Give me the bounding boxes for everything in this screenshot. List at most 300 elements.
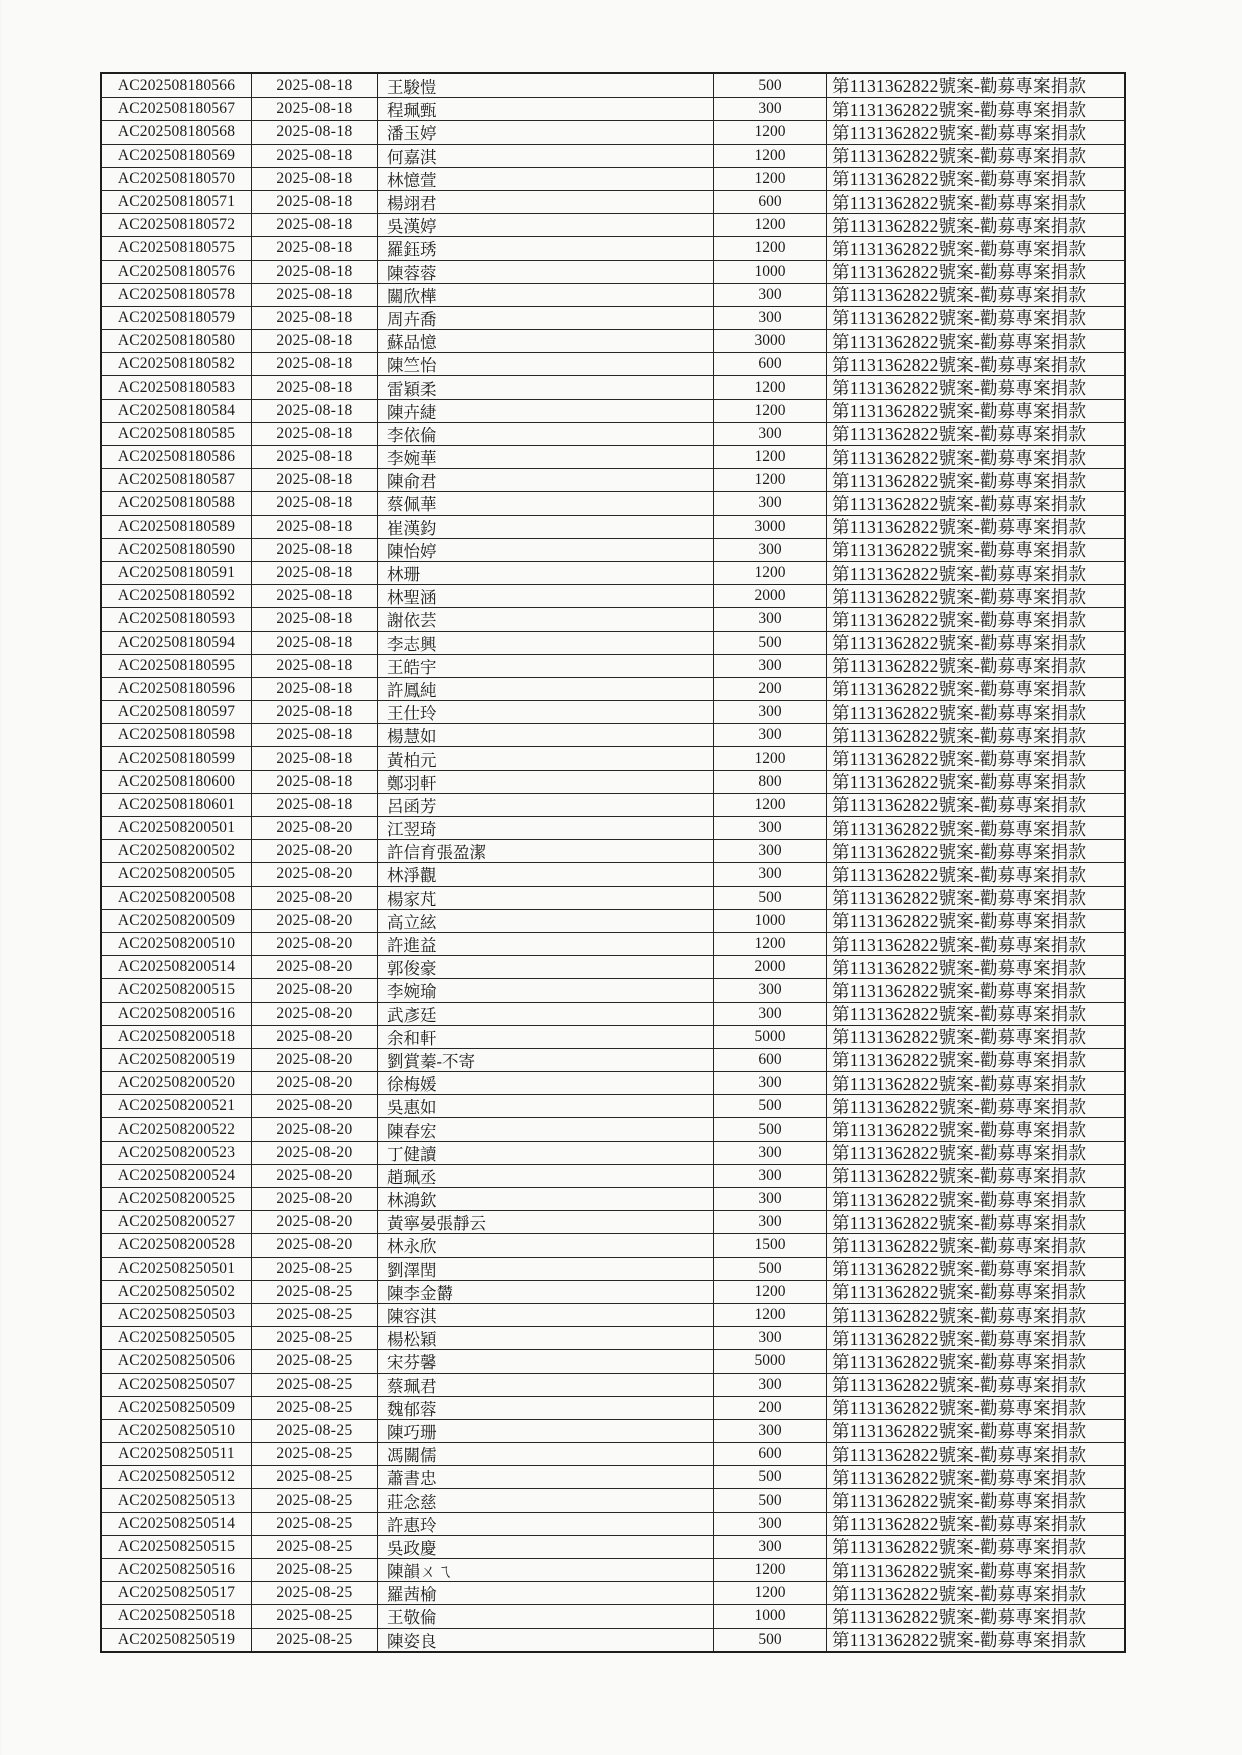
cell-name: 陳姿良 [377, 1629, 713, 1651]
cell-name: 劉賞蓁-不寄 [377, 1049, 713, 1071]
cell-id: AC202508200527 [117, 1213, 236, 1231]
cell-name: 趙珮丞 [377, 1165, 713, 1187]
cell-note: 第1131362822號案-勸募專案捐款 [826, 168, 1124, 190]
cell-name: 蔡珮君 [377, 1374, 713, 1396]
cell-date: 2025-08-18 [251, 98, 377, 120]
cell-id: AC202508200508 [117, 888, 236, 906]
cell-amount: 300 [713, 1420, 826, 1442]
cell-amount: 600 [713, 1049, 826, 1071]
cell-note: 第1131362822號案-勸募專案捐款 [826, 747, 1124, 769]
table-row [102, 1187, 1124, 1210]
cell-id: AC202508180592 [117, 587, 236, 605]
cell-date: 2025-08-18 [251, 237, 377, 259]
cell-name: 許進益 [377, 933, 713, 955]
table-row [102, 1628, 1124, 1651]
cell-date: 2025-08-20 [251, 910, 377, 932]
cell-id: AC202508180588 [117, 494, 236, 512]
cell-name: 武彥廷 [377, 1003, 713, 1025]
table-row [102, 399, 1124, 422]
cell-name: 林鴻欽 [377, 1188, 713, 1210]
cell-id: AC202508180571 [117, 193, 236, 211]
cell-amount: 300 [713, 423, 826, 445]
cell-date: 2025-08-20 [251, 1026, 377, 1048]
cell-date: 2025-08-18 [251, 678, 377, 700]
cell-note: 第1131362822號案-勸募專案捐款 [826, 608, 1124, 630]
cell-name: 李志興 [377, 632, 713, 654]
cell-name: 許鳳純 [377, 678, 713, 700]
cell-id: AC202508250515 [117, 1537, 236, 1555]
cell-amount: 300 [713, 539, 826, 561]
cell-id: AC202508180584 [117, 401, 236, 419]
cell-name: 蕭書忠 [377, 1466, 713, 1488]
cell-amount: 500 [713, 1258, 826, 1280]
cell-amount: 600 [713, 191, 826, 213]
cell-amount: 200 [713, 678, 826, 700]
cell-note: 第1131362822號案-勸募專案捐款 [826, 956, 1124, 978]
cell-date: 2025-08-25 [251, 1582, 377, 1604]
cell-id: AC202508180590 [117, 540, 236, 558]
table-row [102, 144, 1124, 167]
cell-date: 2025-08-18 [251, 330, 377, 352]
cell-note: 第1131362822號案-勸募專案捐款 [826, 284, 1124, 306]
cell-note: 第1131362822號案-勸募專案捐款 [826, 1605, 1124, 1627]
cell-date: 2025-08-18 [251, 469, 377, 491]
cell-id: AC202508180601 [117, 795, 236, 813]
cell-amount: 1500 [713, 1234, 826, 1256]
cell-note: 第1131362822號案-勸募專案捐款 [826, 1629, 1124, 1651]
cell-name: 郭俊豪 [377, 956, 713, 978]
cell-date: 2025-08-25 [251, 1327, 377, 1349]
cell-note: 第1131362822號案-勸募專案捐款 [826, 191, 1124, 213]
cell-name: 崔漢鈞 [377, 516, 713, 538]
cell-date: 2025-08-20 [251, 840, 377, 862]
cell-note: 第1131362822號案-勸募專案捐款 [826, 376, 1124, 398]
table-row [102, 1349, 1124, 1372]
cell-id: AC202508250517 [117, 1584, 236, 1602]
cell-date: 2025-08-18 [251, 724, 377, 746]
cell-note: 第1131362822號案-勸募專案捐款 [826, 1582, 1124, 1604]
cell-note: 第1131362822號案-勸募專案捐款 [826, 261, 1124, 283]
cell-amount: 1200 [713, 747, 826, 769]
cell-name: 林聖涵 [377, 585, 713, 607]
cell-name: 黃柏元 [377, 747, 713, 769]
cell-note: 第1131362822號案-勸募專案捐款 [826, 1536, 1124, 1558]
cell-date: 2025-08-18 [251, 191, 377, 213]
cell-amount: 1200 [713, 376, 826, 398]
table-row [102, 1442, 1124, 1465]
cell-name: 莊念慈 [377, 1489, 713, 1511]
cell-amount: 300 [713, 608, 826, 630]
cell-amount: 300 [713, 98, 826, 120]
table-row [102, 1604, 1124, 1627]
cell-amount: 500 [713, 1095, 826, 1117]
cell-date: 2025-08-25 [251, 1420, 377, 1442]
cell-id: AC202508250511 [118, 1445, 235, 1463]
cell-id: AC202508250509 [117, 1398, 236, 1416]
cell-amount: 300 [713, 817, 826, 839]
cell-amount: 300 [713, 1513, 826, 1535]
cell-amount: 2000 [713, 956, 826, 978]
cell-amount: 3000 [713, 330, 826, 352]
cell-id: AC202508180583 [117, 378, 236, 396]
table-row [102, 1117, 1124, 1140]
table-row [102, 422, 1124, 445]
cell-note: 第1131362822號案-勸募專案捐款 [826, 1397, 1124, 1419]
table-row [102, 816, 1124, 839]
cell-id: AC202508250512 [117, 1468, 236, 1486]
cell-id: AC202508180600 [117, 772, 236, 790]
table-row [102, 1419, 1124, 1442]
cell-note: 第1131362822號案-勸募專案捐款 [826, 121, 1124, 143]
table-row [102, 1326, 1124, 1349]
cell-date: 2025-08-25 [251, 1536, 377, 1558]
cell-note: 第1131362822號案-勸募專案捐款 [826, 979, 1124, 1001]
cell-note: 第1131362822號案-勸募專案捐款 [826, 353, 1124, 375]
cell-id: AC202508200518 [117, 1027, 236, 1045]
table-row [102, 955, 1124, 978]
cell-name: 吳政慶 [377, 1536, 713, 1558]
table-row [102, 167, 1124, 190]
table-row [102, 538, 1124, 561]
cell-name: 宋芬馨 [377, 1350, 713, 1372]
cell-name: 呂函芳 [377, 794, 713, 816]
cell-date: 2025-08-18 [251, 747, 377, 769]
cell-date: 2025-08-25 [251, 1350, 377, 1372]
cell-amount: 300 [713, 1072, 826, 1094]
cell-name: 羅茜榆 [377, 1582, 713, 1604]
cell-name: 蘇品憶 [377, 330, 713, 352]
cell-id: AC202508180589 [117, 517, 236, 535]
cell-amount: 1000 [713, 261, 826, 283]
cell-id: AC202508200505 [117, 865, 236, 883]
cell-amount: 500 [713, 1629, 826, 1651]
cell-date: 2025-08-25 [251, 1281, 377, 1303]
cell-id: AC202508180594 [117, 633, 236, 651]
cell-note: 第1131362822號案-勸募專案捐款 [826, 423, 1124, 445]
cell-amount: 300 [713, 1165, 826, 1187]
table-row [102, 862, 1124, 885]
cell-amount: 3000 [713, 516, 826, 538]
cell-id: AC202508180572 [117, 216, 236, 234]
table-row [102, 723, 1124, 746]
cell-note: 第1131362822號案-勸募專案捐款 [826, 214, 1124, 236]
cell-name: 程珮甄 [377, 98, 713, 120]
cell-id: AC202508250507 [117, 1375, 236, 1393]
cell-amount: 1200 [713, 168, 826, 190]
cell-id: AC202508250502 [117, 1282, 236, 1300]
cell-date: 2025-08-20 [251, 1072, 377, 1094]
cell-date: 2025-08-18 [251, 446, 377, 468]
cell-note: 第1131362822號案-勸募專案捐款 [826, 307, 1124, 329]
cell-amount: 300 [713, 701, 826, 723]
cell-note: 第1131362822號案-勸募專案捐款 [826, 1443, 1124, 1465]
cell-name: 鄭羽軒 [377, 771, 713, 793]
donation-table [100, 72, 1126, 1653]
cell-name: 陳春宏 [377, 1118, 713, 1140]
cell-id: AC202508200509 [117, 911, 236, 929]
cell-amount: 300 [713, 1327, 826, 1349]
cell-note: 第1131362822號案-勸募專案捐款 [826, 678, 1124, 700]
cell-note: 第1131362822號案-勸募專案捐款 [826, 1234, 1124, 1256]
cell-date: 2025-08-18 [251, 516, 377, 538]
cell-id: AC202508180568 [117, 123, 236, 141]
cell-amount: 600 [713, 1443, 826, 1465]
cell-date: 2025-08-18 [251, 376, 377, 398]
cell-amount: 300 [713, 863, 826, 885]
cell-note: 第1131362822號案-勸募專案捐款 [826, 1118, 1124, 1140]
cell-amount: 500 [713, 1118, 826, 1140]
cell-id: AC202508180599 [117, 749, 236, 767]
table-row [102, 1303, 1124, 1326]
cell-id: AC202508180591 [117, 564, 236, 582]
cell-note: 第1131362822號案-勸募專案捐款 [826, 1211, 1124, 1233]
cell-date: 2025-08-20 [251, 1234, 377, 1256]
cell-id: AC202508180586 [117, 448, 236, 466]
cell-id: AC202508180576 [117, 262, 236, 280]
table-row [102, 74, 1124, 97]
cell-name: 蔡佩華 [377, 492, 713, 514]
table-row [102, 1465, 1124, 1488]
cell-name: 陳巧珊 [377, 1420, 713, 1442]
cell-amount: 1200 [713, 237, 826, 259]
cell-id: AC202508180597 [117, 703, 236, 721]
table-row [102, 190, 1124, 213]
cell-name: 陳卉緁 [377, 400, 713, 422]
cell-date: 2025-08-20 [251, 1118, 377, 1140]
cell-date: 2025-08-20 [251, 1095, 377, 1117]
table-row [102, 213, 1124, 236]
cell-note: 第1131362822號案-勸募專案捐款 [826, 446, 1124, 468]
cell-date: 2025-08-18 [251, 632, 377, 654]
cell-date: 2025-08-18 [251, 307, 377, 329]
table-row [102, 1141, 1124, 1164]
cell-note: 第1131362822號案-勸募專案捐款 [826, 1327, 1124, 1349]
cell-date: 2025-08-18 [251, 214, 377, 236]
cell-amount: 1200 [713, 1559, 826, 1581]
cell-name: 楊松穎 [377, 1327, 713, 1349]
cell-amount: 300 [713, 1003, 826, 1025]
cell-name: 何嘉淇 [377, 145, 713, 167]
table-row [102, 306, 1124, 329]
table-row [102, 1164, 1124, 1187]
cell-name: 徐梅媛 [377, 1072, 713, 1094]
cell-date: 2025-08-18 [251, 492, 377, 514]
cell-name: 陳竺怡 [377, 353, 713, 375]
cell-date: 2025-08-18 [251, 794, 377, 816]
cell-date: 2025-08-18 [251, 771, 377, 793]
cell-amount: 1000 [713, 1605, 826, 1627]
cell-amount: 500 [713, 632, 826, 654]
cell-note: 第1131362822號案-勸募專案捐款 [826, 1072, 1124, 1094]
cell-date: 2025-08-20 [251, 1049, 377, 1071]
cell-amount: 1200 [713, 214, 826, 236]
cell-name: 陳俞君 [377, 469, 713, 491]
cell-name: 林珊 [377, 562, 713, 584]
cell-name: 李婉華 [377, 446, 713, 468]
table-row [102, 97, 1124, 120]
cell-note: 第1131362822號案-勸募專案捐款 [826, 237, 1124, 259]
table-row [102, 1210, 1124, 1233]
cell-name: 潘玉婷 [377, 121, 713, 143]
cell-id: AC202508200525 [117, 1190, 236, 1208]
cell-date: 2025-08-25 [251, 1513, 377, 1535]
cell-amount: 300 [713, 307, 826, 329]
cell-id: AC202508180567 [117, 100, 236, 118]
cell-amount: 500 [713, 887, 826, 909]
cell-amount: 500 [713, 1489, 826, 1511]
cell-name: 林淨觀 [377, 863, 713, 885]
cell-date: 2025-08-20 [251, 1188, 377, 1210]
cell-id: AC202508200520 [117, 1074, 236, 1092]
cell-name: 林永欣 [377, 1234, 713, 1256]
cell-id: AC202508180566 [117, 76, 236, 94]
cell-note: 第1131362822號案-勸募專案捐款 [826, 1188, 1124, 1210]
cell-date: 2025-08-18 [251, 655, 377, 677]
table-row [102, 1257, 1124, 1280]
cell-id: AC202508250514 [117, 1514, 236, 1532]
cell-note: 第1131362822號案-勸募專案捐款 [826, 1304, 1124, 1326]
cell-name: 馮關儒 [377, 1443, 713, 1465]
cell-date: 2025-08-18 [251, 585, 377, 607]
table-row [102, 1535, 1124, 1558]
cell-note: 第1131362822號案-勸募專案捐款 [826, 863, 1124, 885]
cell-date: 2025-08-25 [251, 1258, 377, 1280]
cell-note: 第1131362822號案-勸募專案捐款 [826, 794, 1124, 816]
cell-date: 2025-08-25 [251, 1605, 377, 1627]
table-row [102, 839, 1124, 862]
cell-note: 第1131362822號案-勸募專案捐款 [826, 585, 1124, 607]
cell-id: AC202508180578 [117, 285, 236, 303]
cell-amount: 1200 [713, 469, 826, 491]
cell-note: 第1131362822號案-勸募專案捐款 [826, 1258, 1124, 1280]
table-row [102, 468, 1124, 491]
cell-date: 2025-08-20 [251, 956, 377, 978]
cell-amount: 1200 [713, 1281, 826, 1303]
cell-name: 林憶萱 [377, 168, 713, 190]
table-row [102, 1071, 1124, 1094]
cell-id: AC202508180587 [117, 471, 236, 489]
cell-name: 黃寧晏張靜云 [377, 1211, 713, 1233]
cell-amount: 1200 [713, 933, 826, 955]
cell-id: AC202508180579 [117, 308, 236, 326]
cell-name: 李婉瑜 [377, 979, 713, 1001]
cell-amount: 300 [713, 492, 826, 514]
cell-name: 楊慧如 [377, 724, 713, 746]
cell-note: 第1131362822號案-勸募專案捐款 [826, 330, 1124, 352]
cell-note: 第1131362822號案-勸募專案捐款 [826, 74, 1124, 97]
cell-note: 第1131362822號案-勸募專案捐款 [826, 1281, 1124, 1303]
cell-note: 第1131362822號案-勸募專案捐款 [826, 1026, 1124, 1048]
table-row [102, 1280, 1124, 1303]
cell-name: 王仕玲 [377, 701, 713, 723]
table-row [102, 746, 1124, 769]
cell-amount: 300 [713, 1211, 826, 1233]
cell-amount: 1000 [713, 910, 826, 932]
cell-name: 關欣樺 [377, 284, 713, 306]
table-row [102, 515, 1124, 538]
table-row [102, 352, 1124, 375]
cell-note: 第1131362822號案-勸募專案捐款 [826, 539, 1124, 561]
cell-date: 2025-08-18 [251, 539, 377, 561]
cell-date: 2025-08-18 [251, 145, 377, 167]
cell-name: 陳怡婷 [377, 539, 713, 561]
table-row [102, 1581, 1124, 1604]
cell-id: AC202508180598 [117, 726, 236, 744]
cell-id: AC202508250503 [117, 1306, 236, 1324]
cell-name: 羅鈺琇 [377, 237, 713, 259]
cell-id: AC202508250505 [117, 1329, 236, 1347]
table-row [102, 909, 1124, 932]
cell-id: AC202508200523 [117, 1143, 236, 1161]
cell-date: 2025-08-18 [251, 562, 377, 584]
cell-date: 2025-08-25 [251, 1304, 377, 1326]
cell-note: 第1131362822號案-勸募專案捐款 [826, 1049, 1124, 1071]
table-row [102, 793, 1124, 816]
table-row [102, 677, 1124, 700]
cell-amount: 1200 [713, 1304, 826, 1326]
cell-id: AC202508200528 [117, 1236, 236, 1254]
cell-id: AC202508250513 [117, 1491, 236, 1509]
table-row [102, 770, 1124, 793]
cell-note: 第1131362822號案-勸募專案捐款 [826, 1489, 1124, 1511]
table-row [102, 1025, 1124, 1048]
cell-date: 2025-08-20 [251, 863, 377, 885]
cell-name: 吳惠如 [377, 1095, 713, 1117]
cell-note: 第1131362822號案-勸募專案捐款 [826, 1003, 1124, 1025]
cell-id: AC202508250510 [117, 1421, 236, 1439]
cell-name: 許信育張盈潔 [377, 840, 713, 862]
cell-date: 2025-08-18 [251, 261, 377, 283]
cell-amount: 500 [713, 74, 826, 97]
table-row [102, 375, 1124, 398]
cell-name: 劉澤閏 [377, 1258, 713, 1280]
cell-name: 王駿愷 [377, 74, 713, 97]
cell-id: AC202508180580 [117, 332, 236, 350]
cell-amount: 600 [713, 353, 826, 375]
cell-amount: 1200 [713, 446, 826, 468]
cell-date: 2025-08-25 [251, 1559, 377, 1581]
cell-note: 第1131362822號案-勸募專案捐款 [826, 562, 1124, 584]
cell-name: 楊翊君 [377, 191, 713, 213]
cell-note: 第1131362822號案-勸募專案捐款 [826, 933, 1124, 955]
cell-name: 陳蓉蓉 [377, 261, 713, 283]
cell-name: 吳漢婷 [377, 214, 713, 236]
table-row [102, 1094, 1124, 1117]
table-row [102, 932, 1124, 955]
cell-date: 2025-08-20 [251, 1142, 377, 1164]
cell-date: 2025-08-25 [251, 1443, 377, 1465]
table-row [102, 654, 1124, 677]
cell-id: AC202508180585 [117, 424, 236, 442]
table-row [102, 1558, 1124, 1581]
cell-name: 楊家芃 [377, 887, 713, 909]
cell-note: 第1131362822號案-勸募專案捐款 [826, 1513, 1124, 1535]
cell-note: 第1131362822號案-勸募專案捐款 [826, 910, 1124, 932]
cell-date: 2025-08-18 [251, 608, 377, 630]
table-row [102, 1048, 1124, 1071]
cell-amount: 300 [713, 284, 826, 306]
cell-date: 2025-08-18 [251, 284, 377, 306]
cell-date: 2025-08-18 [251, 353, 377, 375]
cell-id: AC202508200515 [117, 981, 236, 999]
cell-id: AC202508180595 [117, 656, 236, 674]
cell-amount: 300 [713, 655, 826, 677]
cell-id: AC202508200514 [117, 958, 236, 976]
cell-name: 雷穎柔 [377, 376, 713, 398]
table-row [102, 561, 1124, 584]
cell-id: AC202508180582 [117, 355, 236, 373]
cell-note: 第1131362822號案-勸募專案捐款 [826, 516, 1124, 538]
